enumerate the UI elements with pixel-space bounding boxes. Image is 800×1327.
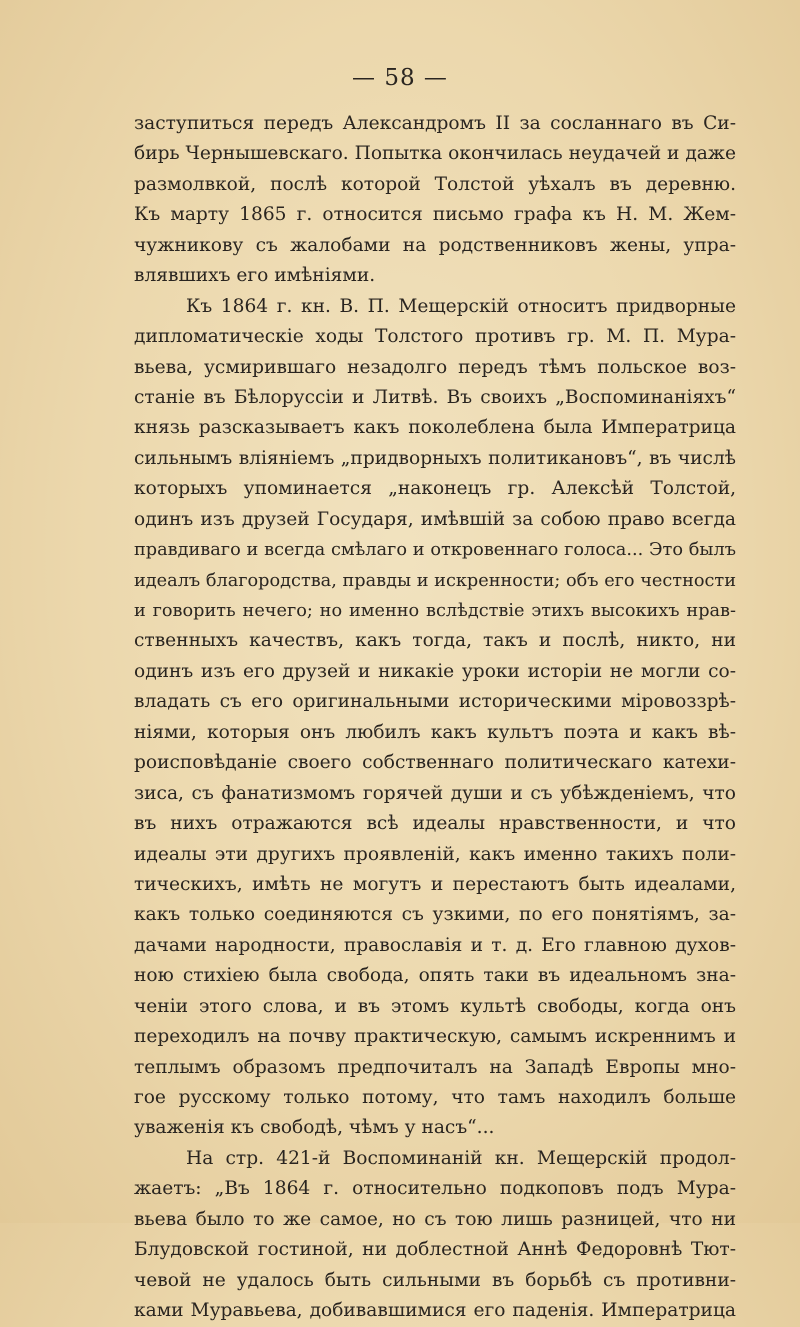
- text-line: ною стихіею была свобода, опять таки въ идеальномъ зна-: [134, 965, 736, 987]
- text-line: одинъ изъ его друзей и никакіе уроки исторіи не могли со-: [134, 660, 736, 682]
- text-line: ніями, которыя онъ любилъ какъ культъ поэта и какъ вѣ-: [134, 721, 736, 743]
- text-line: чевой не удалось быть сильными въ борьбѣ съ противни-: [134, 1269, 736, 1291]
- text-line: князь разсказываетъ какъ поколеблена была Императрица: [134, 417, 736, 439]
- text-line: дачами народности, православія и т. д. Его главною духов-: [134, 934, 736, 956]
- text-line: сильнымъ вліяніемъ „придворныхъ политикановъ“, въ числѣ: [134, 447, 736, 469]
- page-number: — 58 —: [352, 65, 448, 91]
- text-line: правдиваго и всегда смѣлаго и откровеннаго голоса... Это былъ: [134, 540, 736, 561]
- text-line: станіе въ Бѣлоруссіи и Литвѣ. Въ своихъ „Воспоминаніяхъ“: [134, 386, 736, 408]
- text-line: идеалы эти другихъ проявленій, какъ именно такихъ поли-: [134, 843, 736, 865]
- text-line: теплымъ образомъ предпочиталъ на Западѣ Европы мно-: [134, 1056, 736, 1078]
- text-line: зиса, съ фанатизмомъ горячей души и съ убѣжденіемъ, что: [134, 782, 736, 804]
- text-line: жаетъ: „Въ 1864 г. относительно подкоповъ подъ Мура-: [134, 1178, 736, 1200]
- text-line: которыхъ упоминается „наконецъ гр. Алексѣй Толстой,: [134, 478, 736, 500]
- text-line: вьева было то же самое, но съ тою лишь разницей, что ни: [134, 1208, 736, 1230]
- body-text: [134, 109, 736, 1327]
- text-line: влявшихъ его имѣніями.: [134, 265, 376, 287]
- text-line: размолвкой, послѣ которой Толстой уѣхалъ въ деревню.: [134, 173, 736, 195]
- text-line: бирь Чернышевскаго. Попытка окончилась неудачей и даже: [134, 143, 736, 165]
- text-line: идеалъ благородства, правды и искренности; объ его честности: [134, 570, 736, 591]
- text-line: въ нихъ отражаются всѣ идеалы нравственности, и что: [134, 813, 736, 835]
- text-line: дипломатическіе ходы Толстого противъ гр. М. П. Мура-: [134, 326, 736, 348]
- text-line: чужникову съ жалобами на родственниковъ жены, упра-: [134, 234, 736, 256]
- text-line: Блудовской гостиной, ни доблестной Аннѣ Федоровнѣ Тют-: [134, 1239, 736, 1261]
- text-line: вьева, усмирившаго незадолго передъ тѣмъ польское воз-: [134, 356, 736, 378]
- text-line: ственныхъ качествъ, какъ тогда, такъ и послѣ, никто, ни: [134, 630, 736, 652]
- text-line: Къ 1864 г. кн. В. П. Мещерскій относитъ придворные: [186, 295, 736, 317]
- text-line: гое русскому только потому, что тамъ находилъ больше: [134, 1087, 736, 1108]
- text-line: и говорить нечего; но именно вслѣдствіе этихъ высокихъ нрав-: [134, 601, 736, 621]
- text-line: роисповѣданіе своего собственнаго политическаго катехи-: [134, 752, 736, 774]
- text-line: Къ марту 1865 г. относится письмо графа къ Н. М. Жем-: [134, 204, 736, 226]
- text-line: ченіи этого слова, и въ этомъ культѣ свободы, когда онъ: [134, 995, 736, 1017]
- text-line: одинъ изъ друзей Государя, имѣвшій за собою право всегда: [134, 508, 736, 530]
- text-line: уваженія къ свободѣ, чѣмъ у насъ“...: [134, 1117, 495, 1139]
- text-line: На стр. 421-й Воспоминаній кн. Мещерскій продол-: [186, 1147, 736, 1169]
- text-line: заступиться передъ Александромъ II за сосланнаго въ Си-: [134, 113, 736, 134]
- text-line: переходилъ на почву практическую, самымъ искреннимъ и: [134, 1026, 736, 1048]
- text-line: тическихъ, имѣть не могутъ и перестаютъ быть идеалами,: [134, 873, 736, 895]
- text-line: ками Муравьева, добивавшимися его паденія. Императрица: [134, 1300, 736, 1322]
- text-line: какъ только соединяются съ узкими, по его понятіямъ, за-: [134, 904, 736, 926]
- text-line: владать съ его оригинальными историческими міровоззрѣ-: [134, 691, 736, 713]
